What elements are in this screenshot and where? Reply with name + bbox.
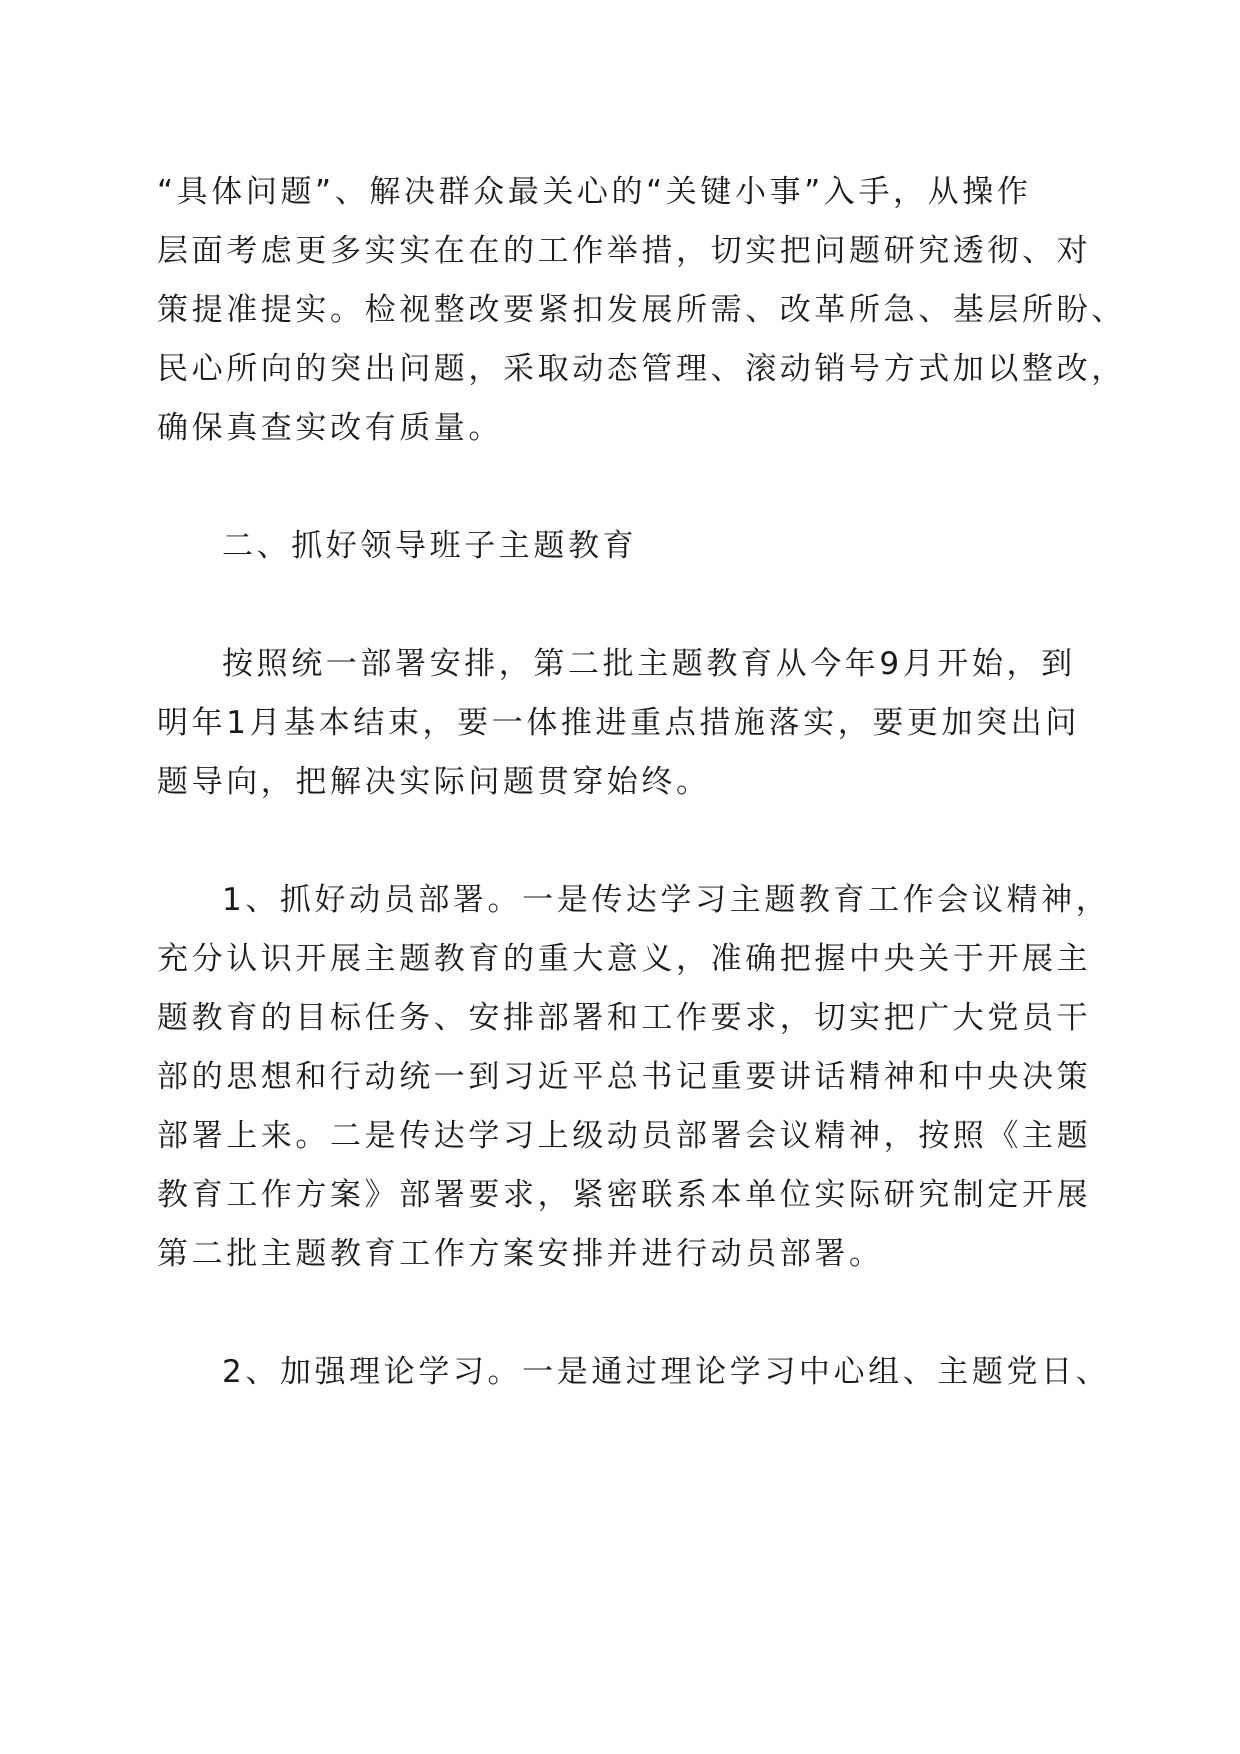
- paragraph-line: “具体问题”、解决群众最关心的“关键小事”入手，从操作: [157, 174, 1032, 210]
- paragraph-line: 层面考虑更多实实在在的工作举措，切实把问题研究透彻、对: [157, 233, 1092, 269]
- paragraph-line: 策提准提实。检视整改要紧扣发展所需、改革所急、基层所盼、: [157, 292, 1126, 328]
- paragraph-line: 题教育的目标任务、安排部署和工作要求，切实把广大党员干: [157, 1000, 1092, 1036]
- paragraph-line: 部署上来。二是传达学习上级动员部署会议精神，按照《主题: [157, 1118, 1092, 1154]
- paragraph-line: 教育工作方案》部署要求，紧密联系本单位实际研究制定开展: [157, 1177, 1092, 1213]
- paragraph-line: 充分认识开展主题教育的重大意义，准确把握中央关于开展主: [157, 941, 1092, 977]
- paragraph-line: 题导向，把解决实际问题贯穿始终。: [157, 764, 711, 800]
- paragraph-line: 明年1月基本结束，要一体推进重点措施落实，要更加突出问: [157, 705, 1080, 741]
- paragraph-line: 第二批主题教育工作方案安排并进行动员部署。: [157, 1236, 884, 1272]
- section-heading: 二、抓好领导班子主题教育: [222, 528, 638, 564]
- paragraph-line: 民心所向的突出问题，采取动态管理、滚动销号方式加以整改，: [157, 351, 1126, 387]
- paragraph-line: 2、加强理论学习。一是通过理论学习中心组、主题党日、: [222, 1354, 1111, 1390]
- paragraph-line: 1、抓好动员部署。一是传达学习主题教育工作会议精神，: [222, 882, 1111, 918]
- paragraph-line: 确保真查实改有质量。: [157, 410, 503, 446]
- paragraph-line: 部的思想和行动统一到习近平总书记重要讲话精神和中央决策: [157, 1059, 1092, 1095]
- paragraph-line: 按照统一部署安排，第二批主题教育从今年9月开始，到: [222, 646, 1076, 682]
